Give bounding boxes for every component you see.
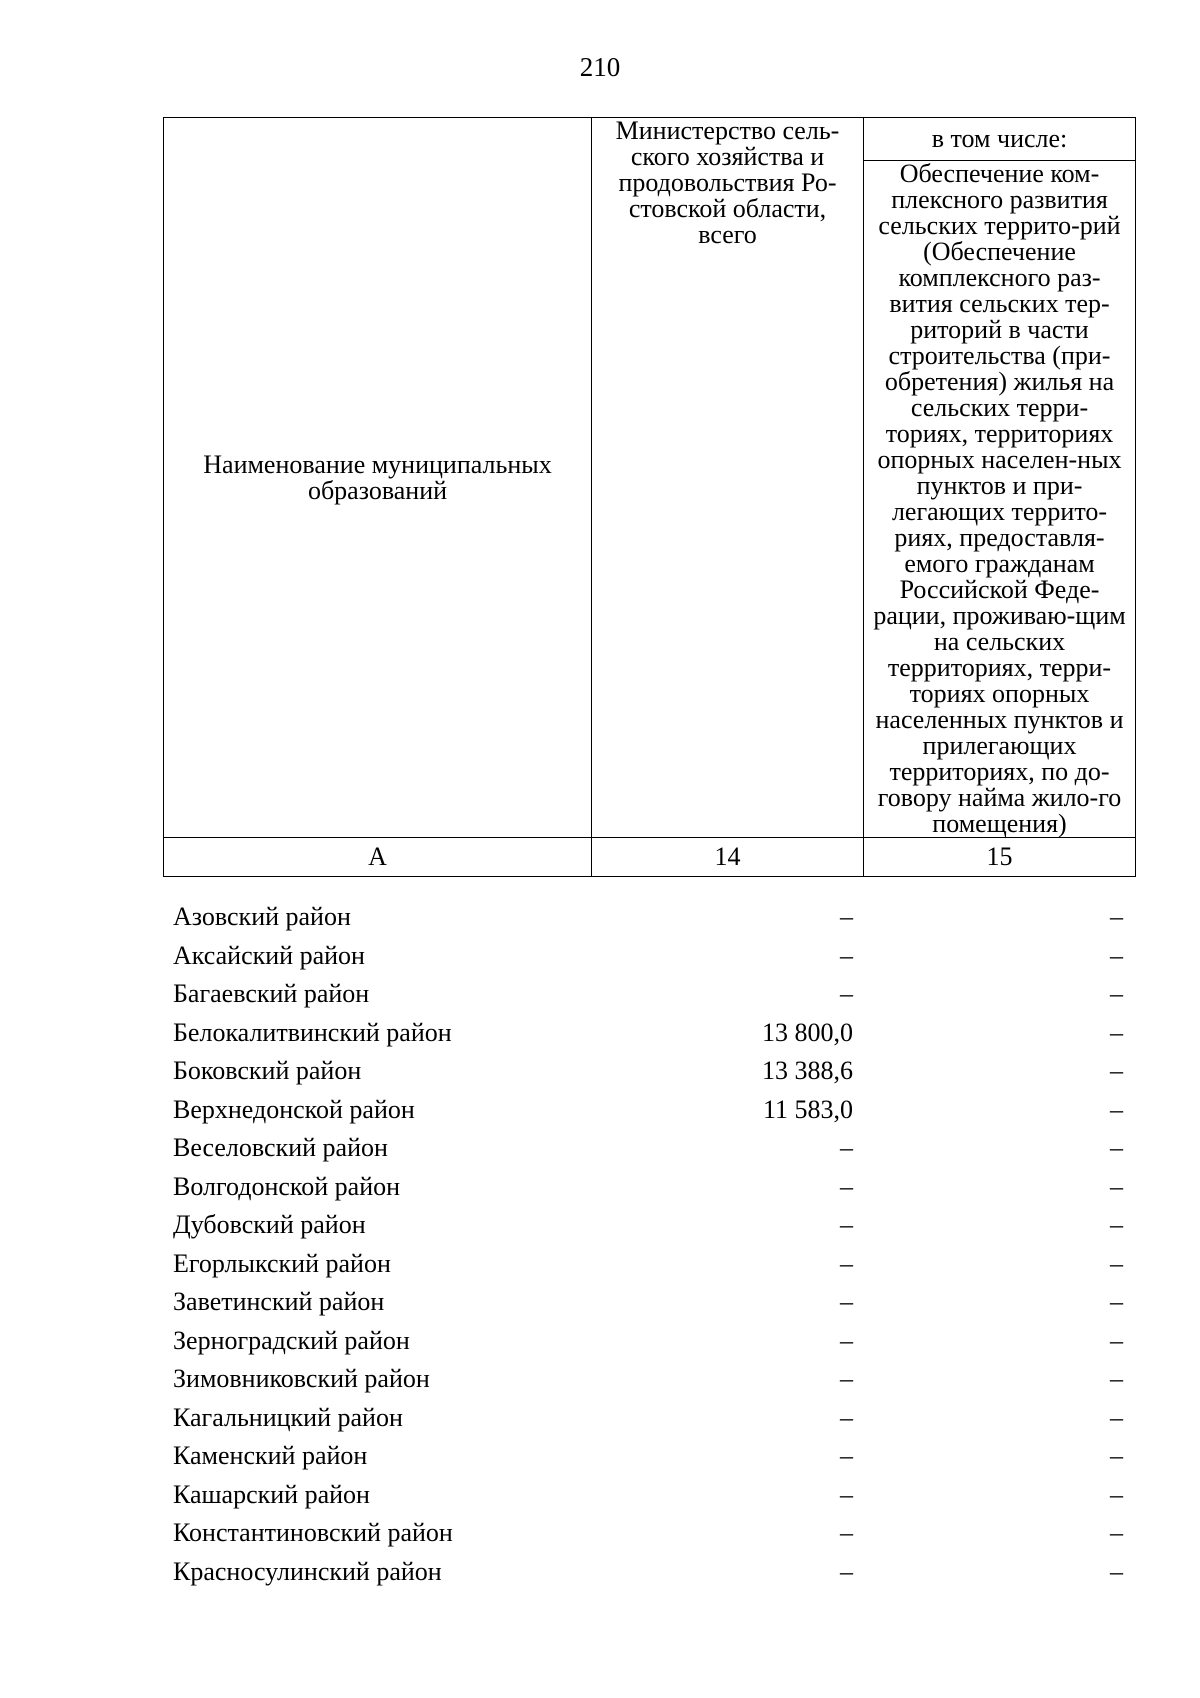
row-name: Константиновский район [173, 1518, 453, 1547]
row-name: Егорлыкский район [173, 1248, 391, 1278]
row-value-15: – [1110, 1441, 1123, 1470]
row-value-15: – [1110, 1210, 1123, 1239]
row-value-14: – [840, 940, 853, 970]
header-name-column: Наименование муниципальных образований [164, 118, 592, 838]
table-body [163, 898, 1135, 1591]
table-row [163, 937, 1135, 976]
header-including: в том числе: [864, 118, 1136, 161]
row-name: Боковский район [173, 1056, 362, 1085]
row-name: Заветинский район [173, 1287, 385, 1316]
row-value-14: – [840, 1518, 853, 1547]
row-value-14: – [840, 1364, 853, 1393]
table-row [163, 1129, 1135, 1168]
row-value-14: – [840, 1325, 853, 1355]
row-value-14: – [840, 1402, 853, 1432]
column-index-14: 14 [592, 838, 864, 877]
row-value-15: – [1110, 902, 1123, 931]
row-value-14: 13 800,0 [762, 1017, 853, 1047]
row-value-14: – [840, 1210, 853, 1239]
table-row [163, 1553, 1135, 1592]
row-value-14: 11 583,0 [762, 1094, 853, 1124]
row-value-14: – [840, 1441, 853, 1470]
row-value-15: – [1110, 1479, 1123, 1509]
row-value-15: – [1110, 1325, 1123, 1355]
table-row [163, 1052, 1135, 1091]
table-row [163, 1437, 1135, 1476]
row-value-15: – [1110, 940, 1123, 970]
row-value-15: – [1110, 1556, 1123, 1586]
table-row [163, 1322, 1135, 1361]
table-row [163, 1168, 1135, 1207]
row-value-15: – [1110, 1287, 1123, 1316]
row-name: Кагальницкий район [173, 1402, 403, 1432]
row-value-14: – [840, 1133, 853, 1162]
row-value-15: – [1110, 1056, 1123, 1085]
table-row [163, 975, 1135, 1014]
row-value-15: – [1110, 1133, 1123, 1162]
row-value-15: – [1110, 1364, 1123, 1393]
column-index-row [164, 838, 1136, 877]
row-value-15: – [1110, 1402, 1123, 1432]
column-index-a: А [164, 838, 592, 877]
table-row [163, 1206, 1135, 1245]
table-row [163, 1283, 1135, 1322]
row-value-14: – [840, 1248, 853, 1278]
table-row [163, 1476, 1135, 1515]
row-name: Каменский район [173, 1441, 368, 1470]
column-index-15: 15 [864, 838, 1136, 877]
row-value-15: – [1110, 979, 1123, 1008]
row-name: Верхнедонской район [173, 1094, 415, 1124]
header-purpose-column: Обеспечение ком-плексного развития сельских террито-рий (Обеспечение комплексного раз-вития сельских тер-риторий в части строительства (при-обретения) жилья на сельских терри-ториях, территориях опорных населен-ных пунктов и при-легающих террито-риях, предоставля-емого гражданам Российской Феде-рации, проживаю-щим на сельских территориях, терри-ториях опорных населенных пунктов и прилегающих территориях, по до-говору найма жило-го помещения) [864, 161, 1136, 838]
row-value-15: – [1110, 1248, 1123, 1278]
row-value-14: – [840, 1287, 853, 1316]
row-name: Багаевский район [173, 979, 370, 1008]
row-value-15: – [1110, 1017, 1123, 1047]
row-name: Дубовский район [173, 1210, 366, 1239]
table-row [163, 1360, 1135, 1399]
page-number: 210 [579, 52, 621, 82]
row-name: Азовский район [173, 902, 351, 931]
row-value-14: 13 388,6 [762, 1056, 853, 1085]
row-name: Белокалитвинский район [173, 1017, 452, 1047]
row-name: Веселовский район [173, 1133, 388, 1162]
row-name: Зерноградский район [173, 1325, 410, 1355]
row-name: Зимовниковский район [173, 1364, 430, 1393]
header-ministry-column: Министерство сель-ского хозяйства и продовольствия Ро-стовской области, всего [592, 118, 864, 838]
row-name: Волгодонской район [173, 1171, 401, 1201]
header-row-top [164, 118, 1136, 161]
row-value-14: – [840, 1171, 853, 1201]
row-name: Аксайский район [173, 940, 365, 970]
table-row [163, 1514, 1135, 1553]
row-value-15: – [1110, 1171, 1123, 1201]
row-name: Красносулинский район [173, 1556, 442, 1586]
table-row [163, 898, 1135, 937]
table-row [163, 1014, 1135, 1053]
row-value-15: – [1110, 1094, 1123, 1124]
table-row [163, 1245, 1135, 1284]
row-value-15: – [1110, 1518, 1123, 1547]
table-row [163, 1091, 1135, 1130]
row-value-14: – [840, 1479, 853, 1509]
row-value-14: – [840, 1556, 853, 1586]
row-name: Кашарский район [173, 1479, 370, 1509]
row-value-14: – [840, 902, 853, 931]
row-value-14: – [840, 979, 853, 1008]
table-header [163, 117, 1136, 877]
table-row [163, 1399, 1135, 1438]
